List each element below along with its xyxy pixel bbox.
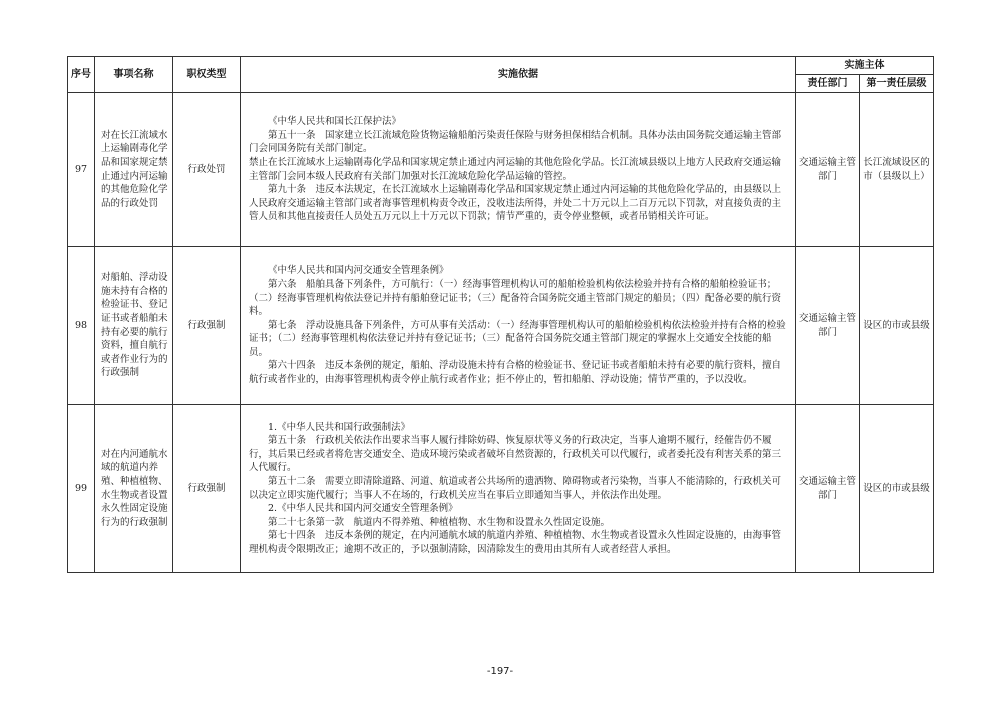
row-number: 97 — [68, 93, 95, 247]
basis-paragraph: 第五十二条 需要立即清除道路、河道、航道或者公共场所的遗洒物、障碍物或者污染物，当事人不能清除的，行政机关可以决定立即实施代履行；当事人不在场的，行政机关应当在事后立即通知当事人，并依法作出处理。 — [249, 475, 782, 501]
responsible-dept: 交通运输主管部门 — [796, 405, 860, 573]
item-table — [67, 56, 934, 573]
power-type: 行政强制 — [173, 405, 241, 573]
item-name: 对船舶、浮动设施未持有合格的检验证书、登记证书或者船舶未持有必要的航行资料，擅自航行或者作业行为的行政强制 — [95, 247, 173, 405]
header-subject: 实施主体 — [796, 57, 934, 75]
basis-paragraph: 第六条 船舶具备下列条件，方可航行：（一）经海事管理机构认可的船舶检验机构依法检验并持有合格的船舶检验证书；（二）经海事管理机构依法登记并持有船舶登记证书；（三）配备符合国务院交通主管部门规定的船员；（四）配备必要的航行资料。 — [249, 278, 782, 318]
legal-basis — [241, 247, 796, 405]
power-type: 行政处罚 — [173, 93, 241, 247]
basis-paragraph: 《中华人民共和国长江保护法》 — [268, 116, 402, 128]
basis-paragraph: 《中华人民共和国内河交通安全管理条例》 — [268, 265, 449, 277]
responsible-dept: 交通运输主管部门 — [796, 93, 860, 247]
basis-paragraph: 第七条 浮动设施具备下列条件，方可从事有关活动：（一）经海事管理机构认可的船舶检验机构依法检验并持有合格的检验证书；（二）经海事管理机构依法登记并持有登记证书；（三）配备符合国务院交通主管部门规定的掌握水上交通安全技能的船员。 — [249, 319, 786, 358]
item-name: 对在内河通航水域的航道内养殖、种植植物、水生物或者设置永久性固定设施行为的行政强制 — [95, 405, 173, 573]
table-row — [68, 93, 934, 247]
responsible-dept: 交通运输主管部门 — [796, 247, 860, 405]
table-row — [68, 247, 934, 405]
responsibility-level: 设区的市或县级 — [860, 405, 934, 573]
header-dept: 责任部门 — [796, 75, 860, 93]
responsibility-level: 设区的市或县级 — [860, 247, 934, 405]
power-type: 行政强制 — [173, 247, 241, 405]
basis-paragraph: 第二十七条第一款 航道内不得养殖、种植植物、水生物和设置永久性固定设施。 — [268, 516, 611, 528]
header-level: 第一责任层级 — [860, 75, 934, 93]
row-number: 98 — [68, 247, 95, 405]
basis-paragraph: 第五十一条 国家建立长江流域危险货物运输船舶污染责任保险与财务担保相结合机制。具体办法由国务院交通运输主管部门会同国务院有关部门制定。 — [249, 129, 782, 155]
basis-paragraph: 1.《中华人民共和国行政强制法》 — [268, 421, 411, 433]
legal-basis — [241, 405, 796, 573]
basis-paragraph: 第五十条 行政机关依法作出要求当事人履行排除妨碍、恢复原状等义务的行政决定，当事人逾期不履行，经催告仍不履行，其后果已经或者将危害交通安全、造成环境污染或者破坏自然资源的，行政机关可以代履行，或者委托没有利害关系的第三人代履行。 — [249, 435, 782, 474]
header-no: 序号 — [68, 57, 95, 93]
header-type: 职权类型 — [173, 57, 241, 93]
header-basis: 实施依据 — [241, 57, 796, 93]
legal-basis — [241, 93, 796, 247]
page-number: -197- — [486, 666, 514, 677]
item-name: 对在长江流域水上运输剧毒化学品和国家规定禁止通过内河运输的其他危险化学品的行政处罚 — [95, 93, 173, 247]
row-number: 99 — [68, 405, 95, 573]
header-name: 事项名称 — [95, 57, 173, 93]
basis-paragraph: 禁止在长江流域水上运输剧毒化学品和国家规定禁止通过内河运输的其他危险化学品。长江流域县级以上地方人民政府交通运输主管部门会同本级人民政府有关部门加强对长江流域危险化学品运输的管控。 — [249, 156, 782, 182]
basis-paragraph: 第九十条 违反本法规定，在长江流域水上运输剧毒化学品和国家规定禁止通过内河运输的其他危险化学品的，由县级以上人民政府交通运输主管部门或者海事管理机构责令改正，没收违法所得，并处二十万元以上二百万元以下罚款，对直接负责的主管人员和其他直接责任人员处五万元以上十万元以下罚款；情节严重的，责令停业整顿，或者吊销相关许可证。 — [249, 184, 782, 223]
basis-paragraph: 第七十四条 违反本条例的规定，在内河通航水域的航道内养殖、种植植物、水生物或者设置永久性固定设施的，由海事管理机构责令限期改正；逾期不改正的，予以强制清除，因清除发生的费用由其所有人或者经营人承担。 — [249, 530, 782, 555]
basis-paragraph: 2.《中华人民共和国内河交通安全管理条例》 — [268, 503, 458, 515]
basis-paragraph: 第六十四条 违反本条例的规定，船舶、浮动设施未持有合格的检验证书、登记证书或者船舶未持有必要的航行资料，擅自航行或者作业的，由海事管理机构责令停止航行或者作业；拒不停止的，暂扣船舶、浮动设施；情节严重的，予以没收。 — [249, 360, 782, 386]
table-row — [68, 405, 934, 573]
responsibility-level: 长江流域设区的市（县级以上） — [860, 93, 934, 247]
